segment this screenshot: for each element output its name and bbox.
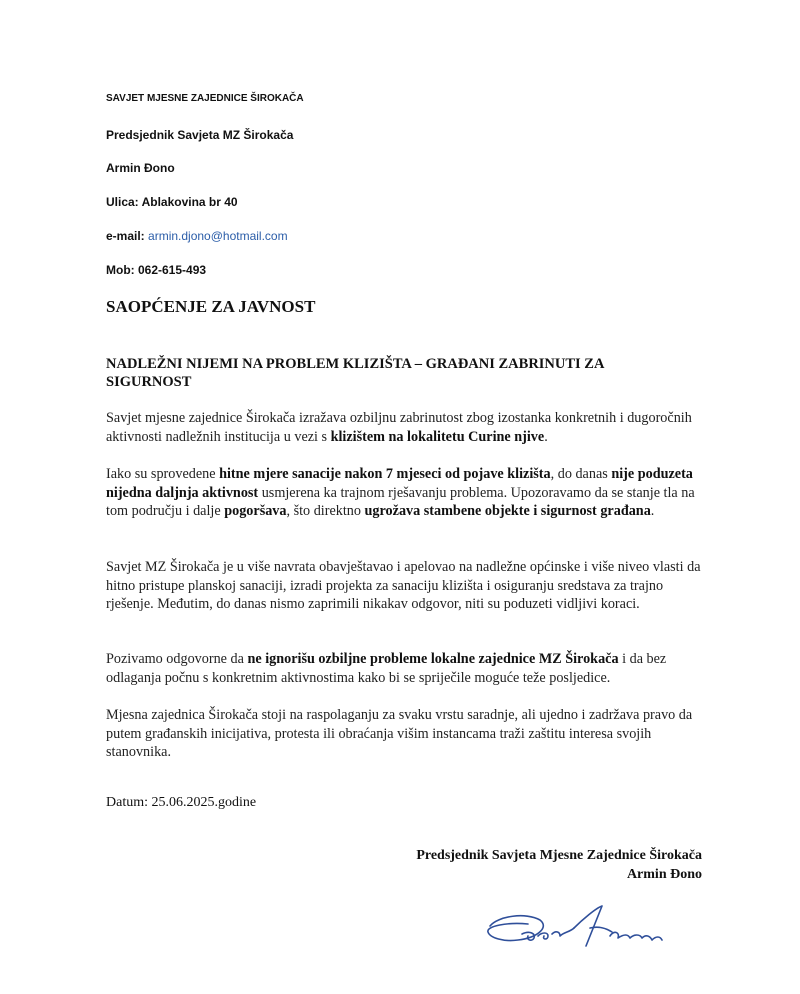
p2-text-c: , do danas: [550, 466, 612, 482]
document-title: SAOPĆENJE ZA JAVNOST: [106, 297, 316, 316]
p4-bold-b: ne ignorišu ozbiljne probleme lokalne zajednice MZ Širokača: [247, 651, 619, 667]
p2-text-a: Iako su sprovedene: [106, 466, 220, 482]
email-link[interactable]: armin.djono@hotmail.com: [148, 229, 288, 243]
president-role: Predsjednik Savjeta MZ Širokača: [106, 128, 294, 142]
p4-text-a: Pozivamo odgovorne da: [106, 651, 248, 667]
paragraph-4: [106, 650, 702, 687]
signature-name: Armin Đono: [626, 867, 702, 882]
p2-bold-h: ugrožava stambene objekte i sigurnost građana: [364, 503, 651, 519]
signature-role: Predsjednik Savjeta Mjesne Zajednice Širokača: [416, 848, 702, 863]
headline: NADLEŽNI NIJEMI NA PROBLEM KLIZIŠTA – GRAĐANI ZABRINUTI ZA SIGURNOST: [106, 356, 604, 390]
p4-text-c: i da bez odlaganja počnu s konkretnim aktivnostima kako bi se spriječile moguće teže posljedice.: [106, 651, 667, 686]
president-name: Armin Đono: [106, 161, 175, 175]
p2-text-i: .: [650, 503, 655, 519]
organization-name: SAVJET MJESNE ZAJEDNICE ŠIROKAČA: [106, 93, 304, 104]
p1-text-c: .: [544, 428, 548, 445]
mobile-number: Mob: 062-615-493: [106, 263, 207, 277]
p2-bold-d: nije poduzeta nijedna daljnja aktivnost: [106, 466, 693, 501]
p2-text-g: , što direktno: [286, 503, 365, 519]
paragraph-5: Mjesna zajednica Širokača stoji na raspolaganju za svaku vrstu saradnje, ali ujedno i zadržava pravo da putem građanskih inicijativa, protesta ili obraćanja višim instancama traži zaštitu interesa svojih stanovnika.: [106, 707, 693, 760]
p1-bold-b: klizištem na lokalitetu Curine njive: [330, 428, 545, 445]
paragraph-2: [106, 465, 702, 521]
paragraph-1: [106, 409, 702, 446]
paragraph-3: Savjet MZ Širokača je u više navrata obavještavao i apelovao na nadležne općinske i više niveo vlasti da hitno pristupe planskoj sanaciji, izradi projekta za sanaciju klizišta i osiguranju sredstava za trajno rješenje. Međutim, do danas nismo zaprimili nikakav odgovor, niti su poduzeti vidljivi koraci.: [106, 559, 701, 612]
p2-text-e: usmjerena ka trajnom rješavanju problema. Upozoravamo da se stanje tla na tom području i dalje: [106, 484, 695, 519]
p1-text-a: Savjet mjesne zajednice Širokača izražava ozbiljnu zabrinutost zbog izostanka konkretnih i dugoročnih aktivnosti nadležnih institucija u vezi s: [106, 410, 692, 445]
street-address: Ulica: Ablakovina br 40: [106, 195, 238, 209]
p2-bold-f: pogoršava: [224, 503, 287, 519]
email-line: [106, 229, 288, 243]
document-date: Datum: 25.06.2025.godine: [106, 795, 257, 810]
email-label: e-mail:: [106, 229, 145, 243]
handwritten-signature: [478, 898, 678, 956]
p2-bold-b: hitne mjere sanacije nakon 7 mjeseci od pojave klizišta: [219, 466, 551, 482]
